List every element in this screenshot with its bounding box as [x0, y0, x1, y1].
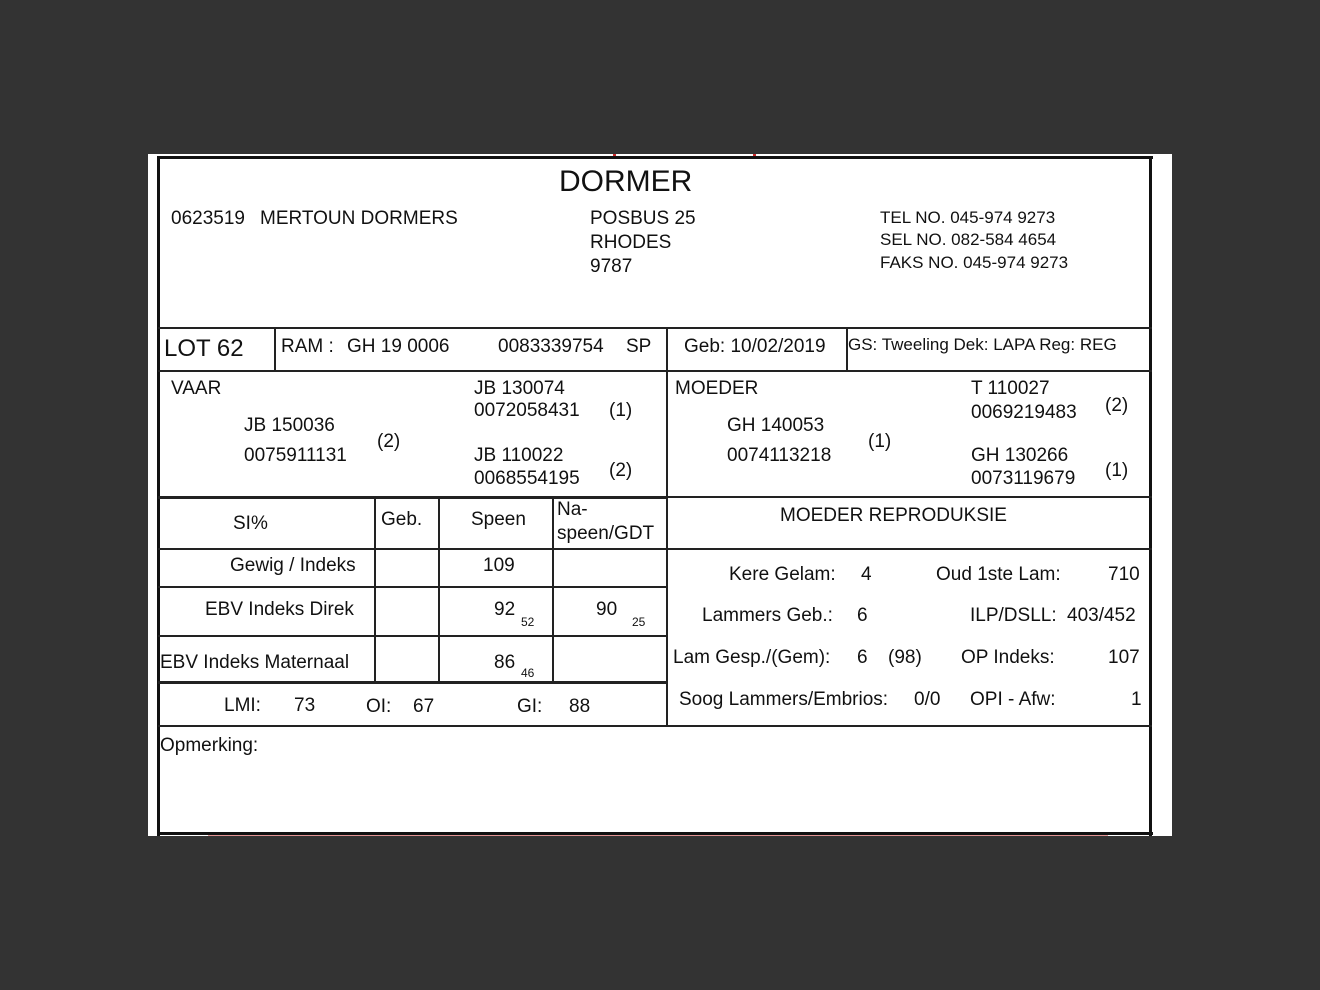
- lmi-value: 73: [294, 695, 316, 716]
- birth-date: Geb: 10/02/2019: [684, 336, 826, 357]
- dam-dam-id: GH 130266: [971, 445, 1069, 466]
- phone-line: TEL NO. 045-974 9273: [880, 208, 1056, 227]
- kere-value: 4: [861, 564, 872, 585]
- dam-dam-no: 0073119679: [971, 468, 1076, 489]
- speen-accuracy: 52: [521, 615, 535, 629]
- address-line: RHODES: [590, 232, 672, 253]
- speen-value: 92: [494, 599, 516, 620]
- geb-header: Geb.: [381, 509, 423, 530]
- reproduction-title: MOEDER REPRODUKSIE: [780, 505, 1007, 526]
- naspeen-accuracy: 25: [632, 615, 646, 629]
- ram-id: GH 19 0006: [347, 336, 450, 357]
- dam-sire-id: T 110027: [971, 378, 1050, 399]
- row-label: Gewig / Indeks: [230, 555, 356, 576]
- divider: [158, 681, 668, 684]
- op-value: 107: [1108, 647, 1140, 668]
- soog-label: Soog Lammers/Embrios:: [679, 689, 889, 710]
- divider: [158, 370, 1152, 372]
- divider: [552, 497, 554, 683]
- phone-line: SEL NO. 082-584 4654: [880, 230, 1057, 249]
- dam-dam-n: (1): [1105, 460, 1129, 481]
- frame-top: [157, 156, 1153, 159]
- dam-sire-no: 0069219483: [971, 402, 1077, 423]
- sire-n: (2): [377, 431, 401, 452]
- print-mark-bottom: [208, 835, 1108, 836]
- lammers-label: Lammers Geb.:: [702, 605, 833, 626]
- breeder-name: MERTOUN DORMERS: [260, 208, 458, 229]
- ram-reg-no: 0083339754: [498, 336, 604, 357]
- sire-sire-no: 0072058431: [474, 400, 580, 421]
- dam-no: 0074113218: [727, 445, 832, 466]
- gi-label: GI:: [517, 696, 543, 717]
- sire-id: JB 150036: [244, 415, 335, 436]
- address-line: 9787: [590, 256, 633, 277]
- dam-n: (1): [868, 431, 892, 452]
- page-title: DORMER: [559, 165, 693, 198]
- vaar-label: VAAR: [171, 378, 222, 399]
- remarks-label: Opmerking:: [160, 735, 259, 756]
- gs-info: GS: Tweeling Dek: LAPA Reg: REG: [848, 335, 1117, 354]
- opi-label: OPI - Afw:: [970, 689, 1056, 710]
- divider: [274, 327, 276, 371]
- row-label: EBV Indeks Maternaal: [160, 652, 350, 673]
- speen-value: 86: [494, 652, 516, 673]
- divider: [158, 548, 1152, 550]
- sire-no: 0075911131: [244, 445, 347, 466]
- divider: [666, 327, 668, 727]
- oi-value: 67: [413, 696, 435, 717]
- divider: [158, 327, 1152, 329]
- dam-id: GH 140053: [727, 415, 825, 436]
- address-line: POSBUS 25: [590, 208, 696, 229]
- sire-sire-n: (1): [609, 400, 633, 421]
- ilp-label: ILP/DSLL:: [970, 605, 1057, 626]
- oud-value: 710: [1108, 564, 1140, 585]
- kere-label: Kere Gelam:: [729, 564, 836, 585]
- breeder-id: 0623519: [171, 208, 245, 229]
- frame-bottom: [157, 832, 1153, 835]
- oi-label: OI:: [366, 696, 392, 717]
- ilp-value: 403/452: [1067, 605, 1136, 626]
- ram-sp: SP: [626, 336, 652, 357]
- gesp-label: Lam Gesp./(Gem):: [673, 647, 831, 668]
- sire-dam-n: (2): [609, 460, 633, 481]
- naspeen-header: speen/GDT: [557, 523, 655, 544]
- dam-sire-n: (2): [1105, 395, 1129, 416]
- si-header: SI%: [233, 513, 268, 534]
- oud-label: Oud 1ste Lam:: [936, 564, 1061, 585]
- row-label: EBV Indeks Direk: [205, 599, 354, 620]
- divider: [158, 725, 1152, 727]
- gem-value: (98): [888, 647, 922, 668]
- sire-sire-id: JB 130074: [474, 378, 565, 399]
- gesp-value: 6: [857, 647, 868, 668]
- sire-dam-id: JB 110022: [474, 445, 564, 466]
- lot-number: LOT 62: [164, 335, 244, 362]
- sire-dam-no: 0068554195: [474, 468, 580, 489]
- gi-value: 88: [569, 696, 591, 717]
- op-label: OP Indeks:: [961, 647, 1055, 668]
- divider: [158, 496, 668, 499]
- lammers-value: 6: [857, 605, 868, 626]
- moeder-label: MOEDER: [675, 378, 759, 399]
- divider: [158, 586, 668, 588]
- speen-header: Speen: [471, 509, 526, 530]
- lmi-label: LMI:: [224, 695, 261, 716]
- speen-value: 109: [483, 555, 515, 576]
- soog-value: 0/0: [914, 689, 941, 710]
- naspeen-value: 90: [596, 599, 618, 620]
- divider: [374, 497, 376, 683]
- opi-value: 1: [1131, 689, 1142, 710]
- divider: [438, 497, 440, 683]
- divider: [158, 635, 668, 637]
- naspeen-header: Na-: [557, 499, 588, 520]
- speen-accuracy: 46: [521, 666, 535, 680]
- ram-label: RAM :: [281, 336, 334, 357]
- lot-card: [148, 154, 1172, 836]
- phone-line: FAKS NO. 045-974 9273: [880, 253, 1069, 272]
